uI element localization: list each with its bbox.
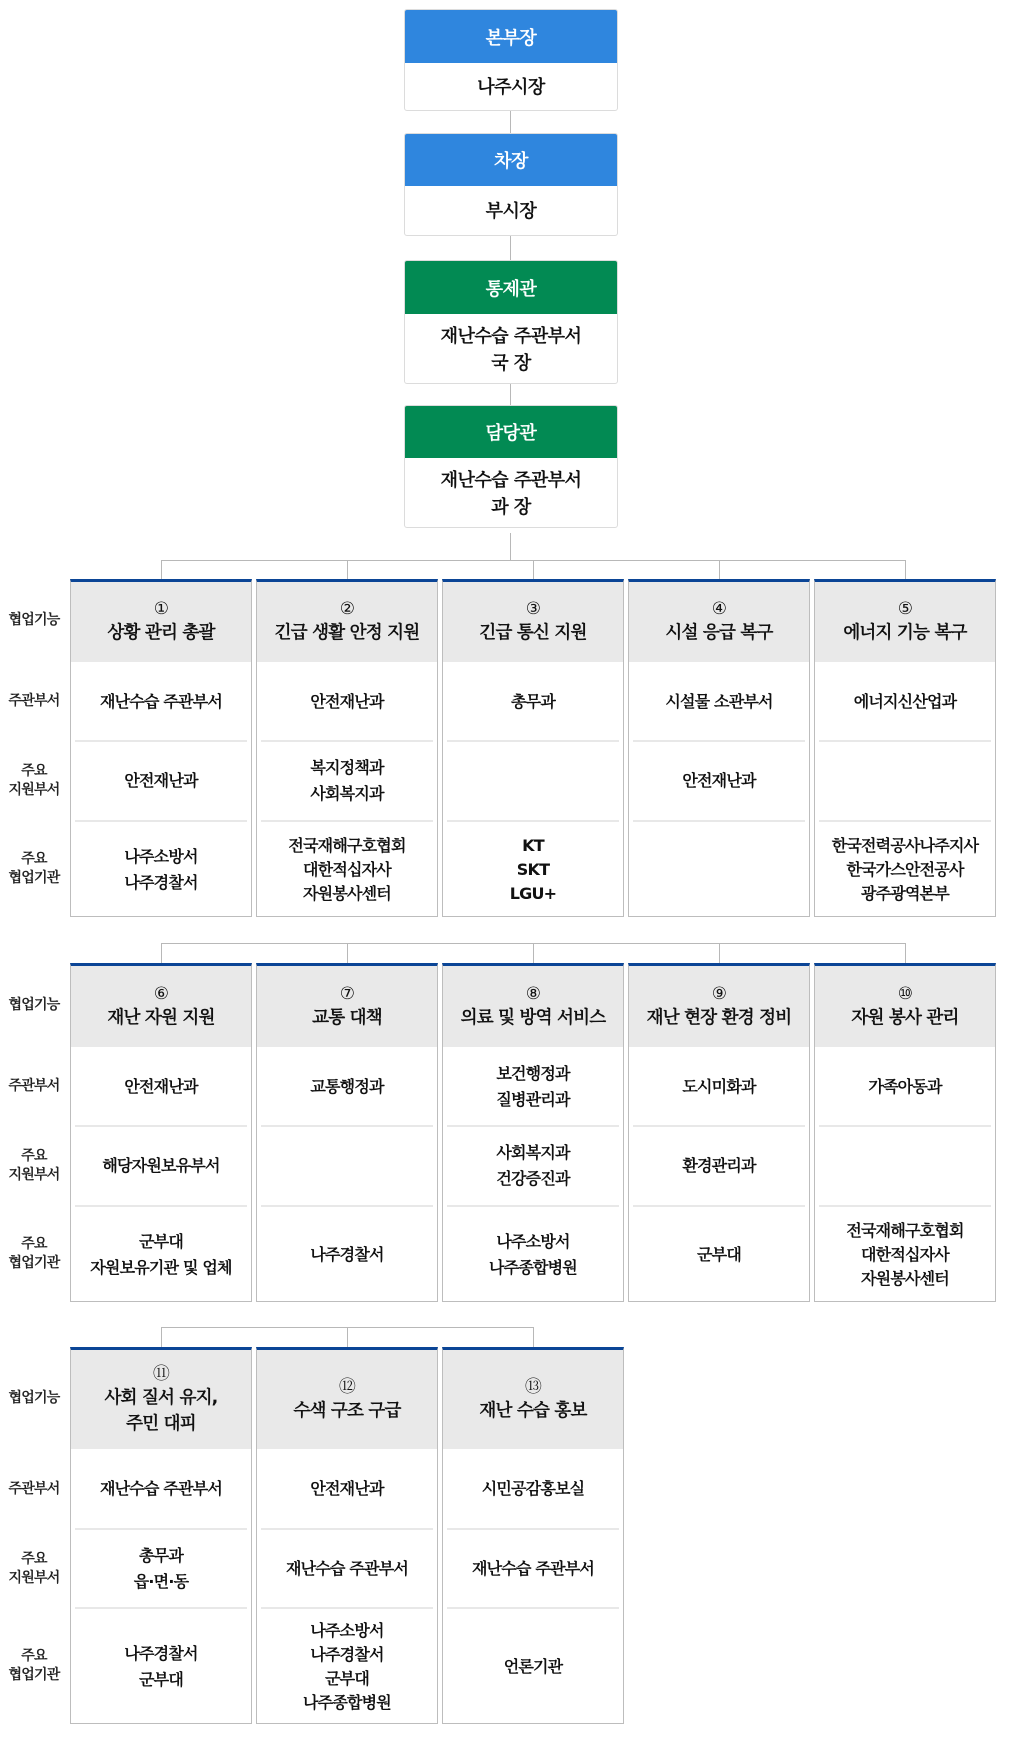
lead-dept-cell	[819, 662, 991, 741]
partner-org-cell	[261, 1206, 433, 1303]
function-column	[442, 1347, 624, 1724]
cell-line: 재난수습 주관부서	[99, 1479, 223, 1498]
function-column	[442, 963, 624, 1302]
holder-line: 재난수습 주관부서	[440, 469, 582, 491]
cell-line: 도시미화과	[682, 1076, 756, 1096]
cell-line: 나주경찰서	[310, 1644, 384, 1664]
row-label-line: 주요	[21, 763, 47, 779]
partner-org-cell	[447, 1608, 619, 1725]
row-label-line: 주요	[21, 1148, 47, 1164]
role-holder	[405, 314, 617, 384]
role-holder	[405, 63, 617, 111]
lead-dept-cell	[261, 1449, 433, 1529]
function-header	[815, 582, 995, 662]
row-label-line: 협업기능	[8, 1389, 60, 1406]
cell-line: 읍·면·동	[133, 1571, 189, 1591]
support-dept-cell	[447, 741, 619, 821]
function-header	[257, 582, 437, 662]
role-title: 담당관	[405, 406, 617, 458]
partner-org-cell	[261, 821, 433, 918]
cell-line: 나주경찰서	[124, 1643, 198, 1663]
cell-line: 전국재해구호협회	[846, 1220, 964, 1240]
lead-dept-cell	[819, 1047, 991, 1126]
column-drop-line	[347, 1327, 348, 1347]
function-number: ⑫	[338, 1376, 356, 1397]
holder-line: 과 장	[491, 496, 531, 518]
row-label-line: 지원부서	[8, 782, 60, 798]
cell-line: 나주종합병원	[489, 1257, 577, 1277]
function-column	[814, 579, 996, 917]
connector-line	[510, 384, 511, 405]
cell-line: 재난수습 주관부서	[471, 1558, 595, 1578]
cell-line: 해당자원보유부서	[102, 1156, 220, 1175]
lead-dept-cell	[75, 1047, 247, 1126]
function-title: 재난 수습 홍보	[479, 1400, 587, 1421]
cell-line: LGU+	[509, 883, 557, 903]
deputy-chief-box	[404, 133, 618, 236]
support-dept-cell	[261, 1529, 433, 1608]
function-header	[257, 1350, 437, 1449]
function-number: ⑪	[152, 1363, 170, 1384]
function-number: ②	[339, 599, 355, 619]
row-label-line: 지원부서	[8, 1167, 60, 1183]
cell-line: 나주종합병원	[303, 1692, 391, 1712]
column-drop-line	[161, 943, 162, 963]
cell-line: 나주소방서	[124, 846, 198, 866]
cell-line: 안전재난과	[124, 771, 198, 790]
function-header	[629, 582, 809, 662]
row-label-function	[0, 963, 68, 1047]
column-drop-line	[161, 560, 162, 579]
trunk-line	[510, 533, 511, 560]
cell-line: 복지정책과	[310, 758, 384, 777]
function-column	[70, 963, 252, 1302]
row-label-partner-org	[0, 1608, 68, 1724]
support-dept-cell	[75, 1529, 247, 1608]
support-dept-cell	[819, 1126, 991, 1206]
cell-line: 건강증진과	[496, 1169, 570, 1188]
cell-line: 에너지신산업과	[853, 691, 957, 711]
function-column	[256, 579, 438, 917]
function-title: 재난 자원 지원	[107, 1007, 215, 1028]
cell-line: 재난수습 주관부서	[99, 691, 223, 711]
function-column	[442, 579, 624, 917]
function-header	[71, 1350, 251, 1449]
column-drop-line	[905, 560, 906, 579]
support-dept-cell	[75, 1126, 247, 1206]
cell-line: KT	[522, 835, 544, 855]
cell-line: 총무과	[139, 1545, 183, 1565]
holder-line: 부시장	[485, 201, 537, 222]
cell-line: 안전재난과	[310, 1479, 384, 1498]
headquarters-chief-box	[404, 9, 618, 111]
function-number: ⑬	[524, 1376, 542, 1397]
function-title: 교통 대책	[312, 1007, 382, 1028]
role-title: 본부장	[405, 10, 617, 63]
row-label-lead-dept	[0, 1449, 68, 1529]
function-column	[814, 963, 996, 1302]
function-column	[70, 1347, 252, 1724]
row-label-function	[0, 1347, 68, 1449]
cell-line: 언론기관	[503, 1656, 563, 1676]
partner-org-cell	[447, 821, 619, 918]
cell-line: 군부대	[325, 1668, 369, 1688]
function-title: 에너지 기능 복구	[843, 623, 967, 643]
partner-org-cell	[633, 1206, 805, 1303]
row-label-function	[0, 579, 68, 662]
column-drop-line	[533, 943, 534, 963]
function-header	[443, 1350, 623, 1449]
function-number: ⑨	[711, 983, 727, 1004]
cell-line: 질병관리과	[496, 1089, 570, 1109]
function-number: ⑧	[525, 983, 541, 1004]
function-number: ④	[711, 599, 727, 619]
cell-line: 안전재난과	[124, 1076, 198, 1096]
partner-org-cell	[447, 1206, 619, 1303]
row-label-line: 주관부서	[8, 1480, 60, 1497]
partner-org-cell	[633, 821, 805, 918]
lead-dept-cell	[447, 1047, 619, 1126]
column-drop-line	[533, 1327, 534, 1347]
function-title: 재난 현장 환경 정비	[646, 1007, 792, 1028]
partner-org-cell	[819, 1206, 991, 1303]
connector-line	[510, 111, 511, 133]
row-label-line: 주관부서	[8, 1078, 60, 1094]
support-dept-cell	[447, 1126, 619, 1206]
lead-dept-cell	[447, 662, 619, 741]
function-title: 의료 및 방역 서비스	[460, 1007, 606, 1028]
function-header	[71, 966, 251, 1047]
row-label-lead-dept	[0, 662, 68, 741]
role-title: 차장	[405, 134, 617, 186]
cell-line: 대한적십자사	[861, 1244, 949, 1264]
cell-line: 군부대	[697, 1244, 741, 1264]
role-holder	[405, 186, 617, 236]
row-label-line: 협업기능	[8, 612, 60, 628]
row-label-line: 협업기관	[8, 1255, 60, 1271]
cell-line: 나주경찰서	[124, 872, 198, 892]
lead-dept-cell	[633, 662, 805, 741]
partner-org-cell	[75, 1206, 247, 1303]
row-label-lead-dept	[0, 1047, 68, 1126]
cell-line: 사회복지과	[496, 1143, 570, 1162]
lead-dept-cell	[75, 1449, 247, 1529]
row-label-line: 지원부서	[8, 1569, 60, 1586]
cell-line: 가족아동과	[868, 1076, 942, 1096]
cell-line: 총무과	[511, 691, 555, 711]
lead-dept-cell	[261, 662, 433, 741]
cell-line: 안전재난과	[310, 691, 384, 711]
function-column	[256, 1347, 438, 1724]
column-drop-line	[347, 560, 348, 579]
cell-line: 안전재난과	[682, 771, 756, 790]
function-number: ③	[525, 599, 541, 619]
function-column	[70, 579, 252, 917]
support-dept-cell	[261, 1126, 433, 1206]
cell-line: 자원보유기관 및 업체	[90, 1257, 232, 1277]
row-label-line: 주관부서	[8, 693, 60, 709]
function-number: ⑤	[897, 599, 913, 619]
column-drop-line	[719, 943, 720, 963]
cell-line: 나주경찰서	[310, 1244, 384, 1264]
holder-line: 나주시장	[477, 77, 545, 98]
column-drop-line	[533, 560, 534, 579]
function-title: 긴급 생활 안정 지원	[274, 623, 420, 643]
row-label-partner-org	[0, 1206, 68, 1302]
lead-dept-cell	[447, 1449, 619, 1529]
function-header	[815, 966, 995, 1047]
column-drop-line	[905, 943, 906, 963]
row-label-support-dept	[0, 1126, 68, 1206]
row-label-line: 주요	[21, 1648, 47, 1664]
function-number: ⑦	[339, 983, 355, 1004]
row-label-partner-org	[0, 821, 68, 917]
row-label-line: 협업기관	[8, 1667, 60, 1683]
function-header	[629, 966, 809, 1047]
function-number: ①	[153, 599, 169, 619]
column-drop-line	[347, 943, 348, 963]
cell-line: 시민공감홍보실	[481, 1479, 585, 1498]
row-label-support-dept	[0, 741, 68, 821]
partner-org-cell	[819, 821, 991, 918]
partner-org-cell	[75, 1608, 247, 1725]
officer-in-charge-box	[404, 405, 618, 528]
lead-dept-cell	[75, 662, 247, 741]
cell-line: 한국가스안전공사	[846, 859, 964, 879]
function-title: 시설 응급 복구	[665, 623, 773, 643]
role-holder	[405, 458, 617, 528]
connector-line	[510, 236, 511, 260]
cell-line: 나주소방서	[310, 1620, 384, 1640]
column-drop-line	[161, 1327, 162, 1347]
function-title: 자원 봉사 관리	[851, 1007, 959, 1028]
support-dept-cell	[261, 741, 433, 821]
row-label-line: 주요	[21, 1236, 47, 1252]
lead-dept-cell	[261, 1047, 433, 1126]
row-label-support-dept	[0, 1529, 68, 1608]
function-title: 상황 관리 총괄	[107, 623, 215, 643]
function-column	[256, 963, 438, 1302]
column-drop-line	[719, 560, 720, 579]
function-number: ⑥	[153, 983, 169, 1004]
cell-line: 광주광역본부	[861, 883, 949, 903]
support-dept-cell	[819, 741, 991, 821]
partner-org-cell	[75, 821, 247, 918]
role-title: 통제관	[405, 261, 617, 314]
function-header	[71, 582, 251, 662]
row-label-line: 협업기능	[8, 996, 60, 1013]
cell-line: 보건행정과	[496, 1063, 570, 1083]
cell-line: 사회복지과	[310, 784, 384, 803]
function-title: 주민 대피	[126, 1413, 196, 1434]
function-title: 수색 구조 구급	[293, 1400, 401, 1421]
function-column	[628, 963, 810, 1302]
function-number: ⑩	[897, 983, 913, 1004]
cell-line: 교통행정과	[310, 1076, 384, 1096]
cell-line: 한국전력공사나주지사	[831, 835, 979, 855]
support-dept-cell	[633, 1126, 805, 1206]
holder-line: 재난수습 주관부서	[440, 325, 582, 347]
cell-line: 대한적십자사	[303, 859, 391, 879]
cell-line: 전국재해구호협회	[288, 835, 406, 855]
function-header	[257, 966, 437, 1047]
row-label-line: 주요	[21, 851, 47, 867]
function-title: 긴급 통신 지원	[479, 623, 587, 643]
support-dept-cell	[447, 1529, 619, 1608]
cell-line: 재난수습 주관부서	[285, 1558, 409, 1578]
row-label-line: 주요	[21, 1550, 47, 1567]
cell-line: 시설물 소관부서	[665, 691, 773, 711]
support-dept-cell	[633, 741, 805, 821]
function-column	[628, 579, 810, 917]
holder-line: 국 장	[491, 352, 531, 374]
cell-line: SKT	[516, 859, 550, 879]
function-title: 사회 질서 유지,	[104, 1387, 218, 1408]
support-dept-cell	[75, 741, 247, 821]
cell-line: 군부대	[139, 1231, 183, 1251]
cell-line: 군부대	[139, 1669, 183, 1689]
function-header	[443, 966, 623, 1047]
controller-box	[404, 260, 618, 384]
cell-line: 자원봉사센터	[303, 883, 391, 903]
cell-line: 환경관리과	[682, 1156, 756, 1175]
cell-line: 자원봉사센터	[861, 1268, 949, 1288]
lead-dept-cell	[633, 1047, 805, 1126]
function-header	[443, 582, 623, 662]
partner-org-cell	[261, 1608, 433, 1725]
cell-line: 나주소방서	[496, 1231, 570, 1251]
row-label-line: 협업기관	[8, 870, 60, 886]
